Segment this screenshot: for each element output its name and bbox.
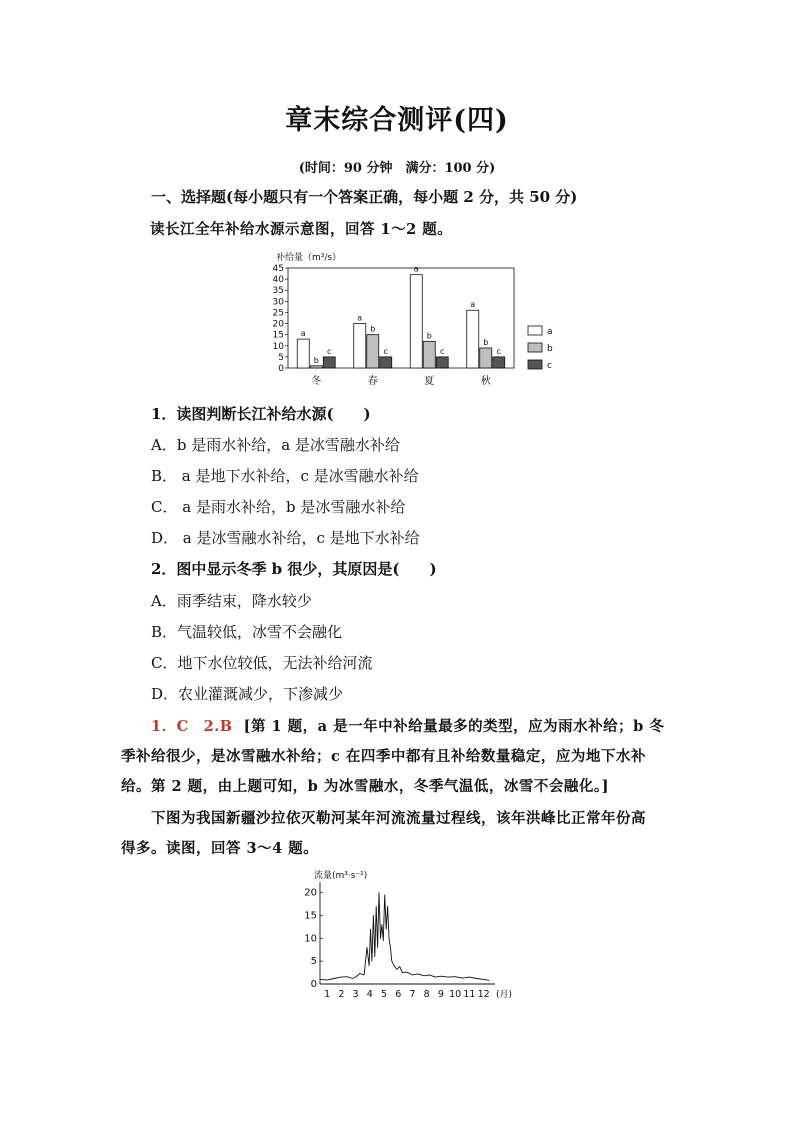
q1-option-b: B． a 是地下水补给，c 是冰雪融水补给 [151, 467, 419, 485]
line-x-tick-label: 11 [463, 989, 476, 1000]
bar-chart-body [273, 264, 553, 387]
q2-option-a: A．雨季结束，降水较少 [151, 592, 312, 610]
intro-text-1: 读长江全年补给水源示意图，回答 1～2 题。 [150, 221, 453, 238]
line-chart-xlabel: (月) [496, 990, 513, 1000]
line-y-tick-label: 20 [304, 887, 317, 899]
bar-category-label: 冬 [311, 376, 322, 387]
line-chart [300, 866, 530, 1004]
bar [310, 366, 322, 368]
bar-data-label: c [383, 346, 388, 356]
bar-y-tick-label: 0 [278, 364, 284, 374]
legend-label: b [547, 344, 553, 354]
legend-label: c [547, 361, 552, 371]
bar-data-label: a [357, 313, 363, 323]
line-x-tick-label: 8 [423, 989, 430, 1000]
line-x-tick-label: 9 [437, 989, 444, 1000]
line-x-tick-label: 4 [366, 989, 373, 1000]
line-y-tick-label: 0 [310, 979, 317, 990]
answer-line-1: [第 1 题，a 是一年中补给量最多的类型，应为雨水补给；b 冬 [243, 718, 665, 735]
bar-chart-ylabel: 补给量（m³/s） [276, 253, 342, 263]
q1-option-c: C． a 是雨水补给，b 是冰雪融水补给 [151, 498, 406, 516]
bar-category-label: 春 [367, 376, 378, 387]
bar [410, 275, 422, 368]
bar [493, 357, 505, 368]
bar [367, 335, 379, 368]
bar [323, 357, 335, 368]
bar-chart [268, 248, 568, 393]
line-y-tick-label: 10 [304, 933, 317, 945]
legend-swatch [528, 343, 542, 352]
flow-line [320, 893, 489, 981]
intro-text-2-line-2: 得多。读图，回答 3～4 题。 [121, 840, 319, 857]
line-x-tick-label: 7 [409, 989, 416, 1000]
line-x-tick-label: 2 [338, 989, 345, 1000]
line-x-tick-label: 12 [477, 989, 490, 1000]
bar [423, 341, 435, 368]
line-x-tick-label: 10 [449, 989, 462, 1000]
line-x-tick-label: 3 [352, 989, 359, 1000]
bar-y-tick-label: 45 [272, 264, 284, 274]
q1-stem: 1．读图判断长江补给水源( ) [151, 405, 371, 423]
line-y-tick-label: 5 [310, 956, 317, 968]
bar-y-tick-label: 35 [272, 286, 284, 297]
answer-key: 1．C 2.B [151, 718, 233, 735]
bar-y-tick-label: 15 [272, 330, 284, 341]
bar-data-label: b [370, 324, 376, 334]
page-title: 章末综合测评(四) [285, 105, 509, 136]
bar [436, 357, 448, 368]
bar-data-label: a [470, 300, 476, 310]
q2-option-c: C．地下水位较低，无法补给河流 [151, 654, 373, 672]
line-y-tick-label: 15 [304, 910, 317, 922]
line-x-tick-label: 5 [381, 989, 388, 1000]
bar-y-tick-label: 25 [272, 308, 284, 319]
line-x-tick-label: 6 [395, 989, 402, 1000]
bar-data-label: b [483, 338, 489, 347]
q1-option-a: A．b 是雨水补给，a 是冰雪融水补给 [151, 436, 400, 454]
bar-data-label: c [440, 346, 445, 356]
section-heading: 一、选择题(每小题只有一个答案正确，每小题 2 分，共 50 分) [151, 188, 578, 206]
q2-stem: 2．图中显示冬季 b 很少，其原因是( ) [151, 560, 437, 578]
exam-meta: (时间：90 分钟 满分：100 分) [298, 161, 496, 176]
answer-line-2: 季补给很少，是冰雪融水补给；c 在四季中都有且补给数量稳定，应为地下水补 [121, 748, 646, 765]
bar-y-tick-label: 20 [272, 319, 284, 330]
bar-y-tick-label: 10 [272, 341, 284, 352]
bar-data-label: a [300, 329, 306, 339]
bar-y-tick-label: 5 [278, 352, 284, 363]
bar-data-label: c [496, 346, 501, 356]
bar-data-label: a [413, 264, 419, 274]
line-chart-body [304, 882, 495, 1000]
legend-label: a [547, 327, 553, 337]
line-chart-ylabel: 流量(m³·s⁻¹) [314, 871, 368, 881]
bar [467, 310, 479, 368]
bar-data-label: c [327, 346, 332, 356]
bar [354, 324, 366, 368]
q2-option-b: B．气温较低，冰雪不会融化 [151, 623, 343, 641]
answer-block [151, 715, 664, 736]
q2-option-d: D．农业灌溉减少，下渗减少 [151, 685, 344, 703]
bar-data-label: b [426, 331, 432, 341]
line-x-tick-label: 1 [324, 989, 331, 1000]
bar-y-tick-label: 40 [272, 275, 284, 286]
bar [380, 357, 392, 368]
intro-text-2-line-1: 下图为我国新疆沙拉依灭勒河某年河流流量过程线，该年洪峰比正常年份高 [151, 810, 646, 827]
q1-option-d: D． a 是冰雪融水补给，c 是地下水补给 [151, 529, 420, 547]
bar-y-tick-label: 30 [272, 297, 284, 308]
legend-swatch [528, 326, 542, 335]
bar-category-label: 夏 [424, 376, 435, 387]
answer-line-3: 给。第 2 题，由上题可知，b 为冰雪融水，冬季气温低，冰雪不会融化。] [121, 778, 609, 795]
bar [480, 348, 492, 368]
legend-swatch [528, 360, 542, 369]
bar-category-label: 秋 [480, 376, 491, 387]
bar-data-label: b [313, 355, 319, 365]
bar [297, 339, 309, 368]
